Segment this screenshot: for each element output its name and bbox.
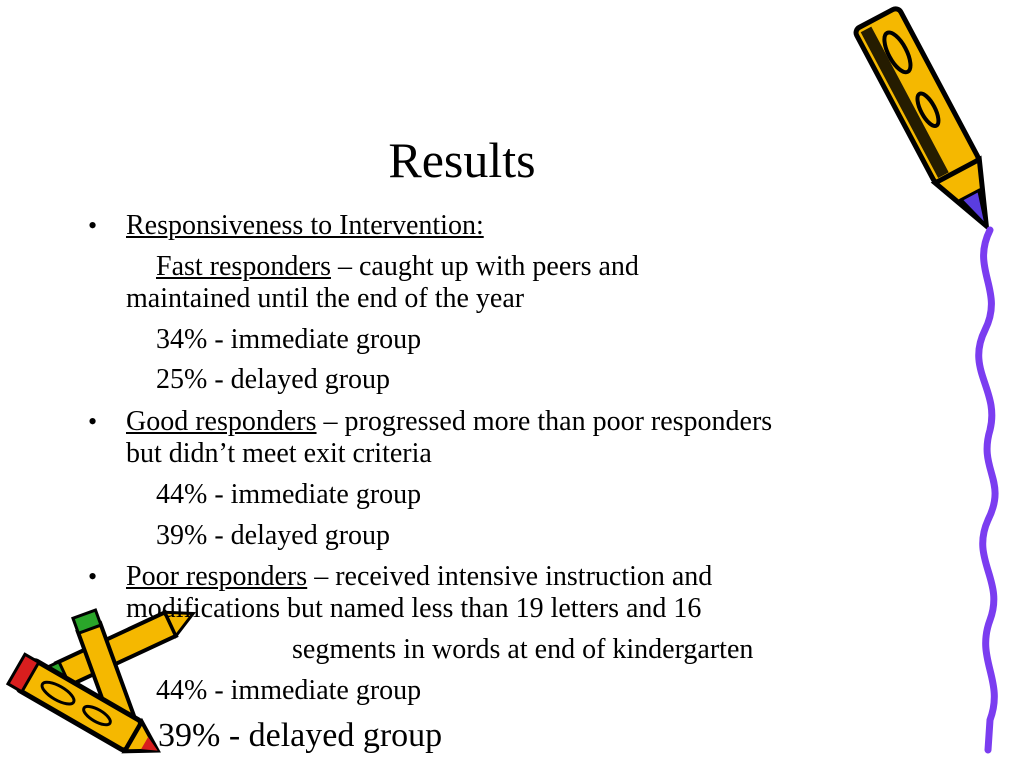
fast-responders-text: – caught up with peers and <box>330 251 639 282</box>
slide-title: Results <box>388 132 536 188</box>
bullet-dot: • <box>88 211 98 240</box>
good-responders-label: Good responders <box>126 406 317 437</box>
pencil-clipart-top-right <box>860 0 1024 250</box>
poor-responders-line <box>126 561 712 593</box>
fast-immediate-group: 34% - immediate group <box>156 324 422 355</box>
squiggle-line <box>960 230 1020 750</box>
poor-immediate-group: 44% - immediate group <box>156 675 422 706</box>
bullet-dot: • <box>88 562 98 591</box>
good-responders-text-2: but didn’t meet exit criteria <box>126 438 432 469</box>
poor-responders-text-2: modifications but named less than 19 letters and 16 <box>126 593 702 624</box>
fast-delayed-group: 25% - delayed group <box>156 364 391 395</box>
bullet-responsiveness <box>126 210 484 242</box>
poor-delayed-group: 39% - delayed group <box>158 717 443 754</box>
poor-responders-text: – received intensive instruction and <box>307 561 713 592</box>
good-immediate-group: 44% - immediate group <box>156 479 422 510</box>
good-responders-text: – progressed more than poor responders <box>316 406 773 437</box>
bullet-dot: • <box>88 407 98 436</box>
good-responders-line <box>126 406 772 438</box>
good-delayed-group: 39% - delayed group <box>156 520 391 551</box>
poor-responders-label: Poor responders <box>126 561 308 592</box>
poor-responders-text-3: segments in words at end of kindergarten <box>292 634 754 665</box>
fast-responders-text-2: maintained until the end of the year <box>126 283 525 314</box>
fast-responders-label: Fast responders <box>156 251 331 282</box>
fast-responders-line <box>156 251 639 283</box>
responsiveness-heading: Responsiveness to Intervention: <box>126 210 484 241</box>
